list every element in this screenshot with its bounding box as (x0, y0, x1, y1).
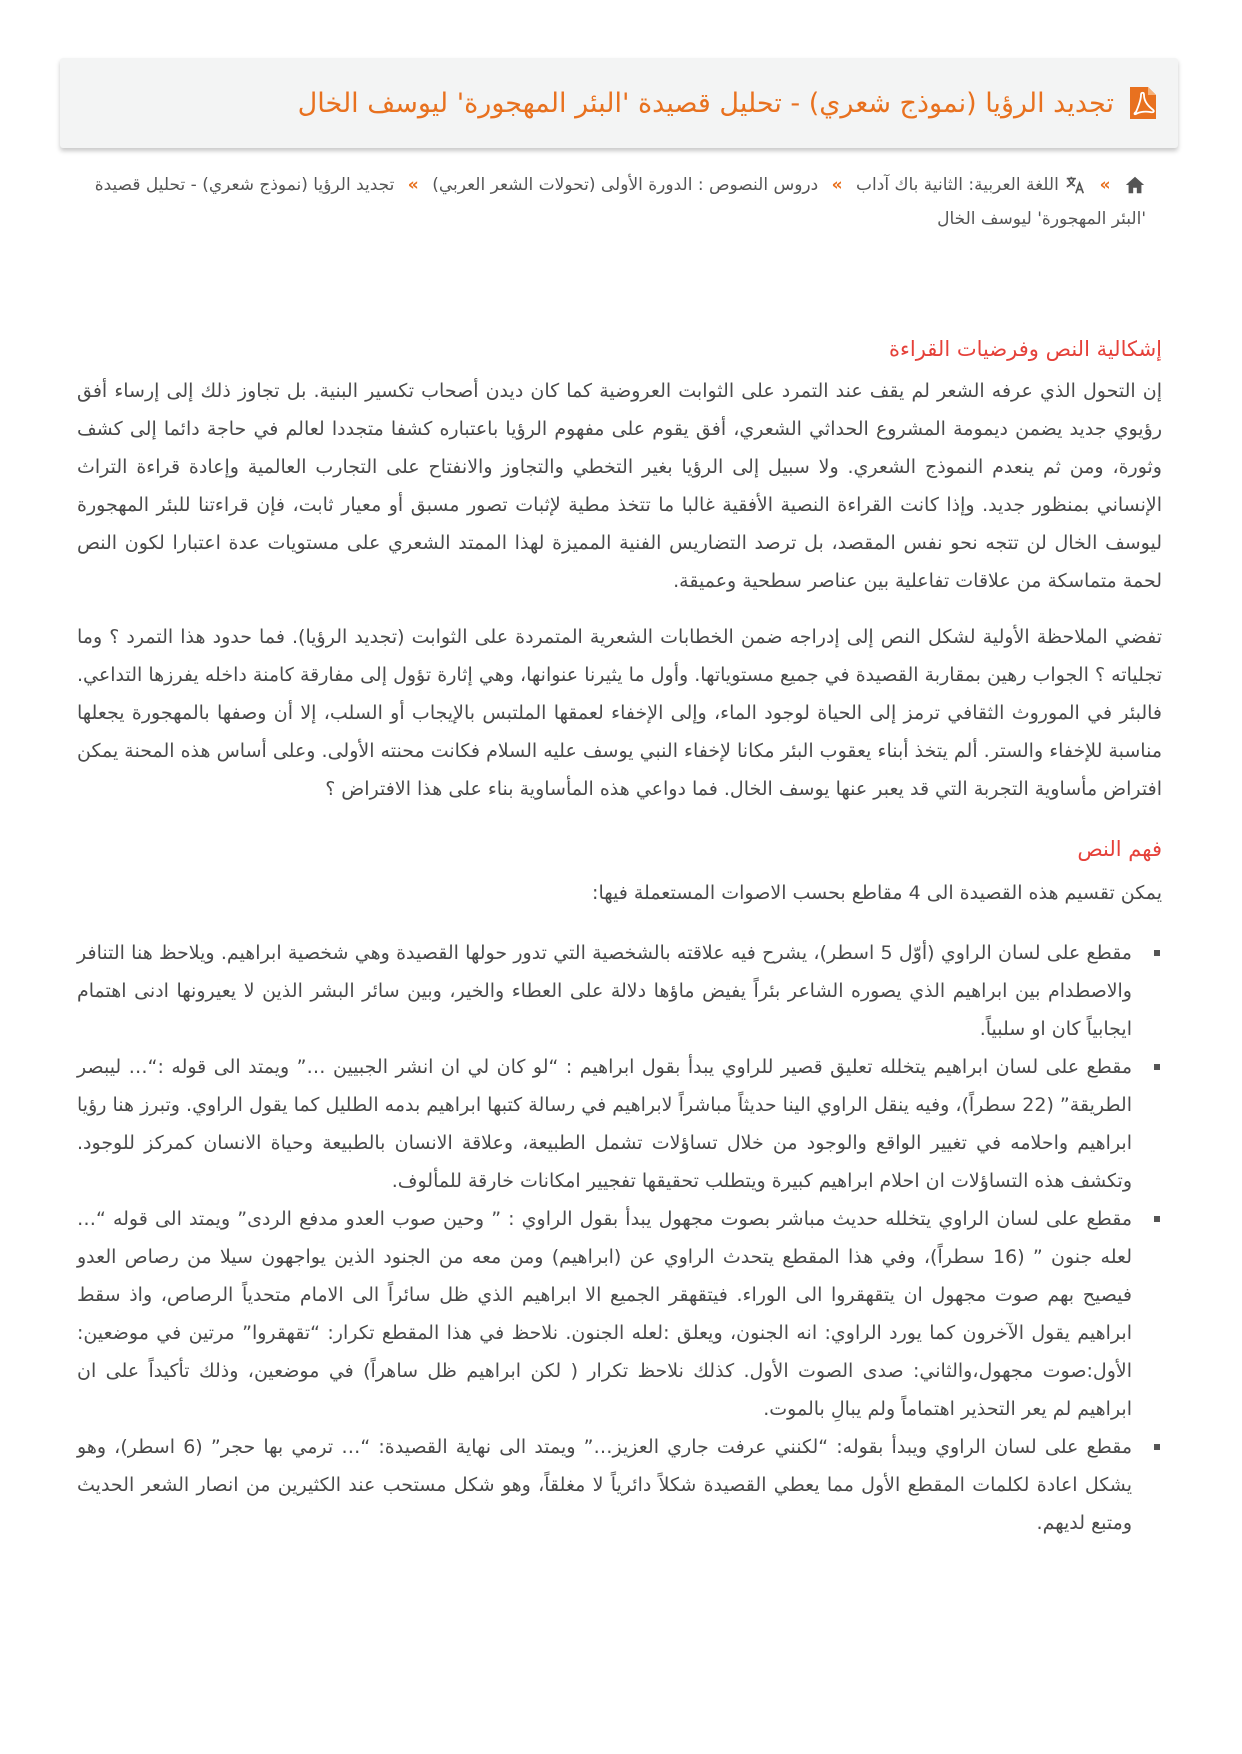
breadcrumb-separator: » (831, 175, 843, 195)
translate-icon (1064, 174, 1086, 196)
breadcrumb-link-texts-lessons[interactable]: دروس النصوص : الدورة الأولى (تحولات الشعر العربي) (432, 175, 819, 195)
paragraph: إن التحول الذي عرفه الشعر لم يقف عند التمرد على الثوابت العروضية كما كان ديدن أصحاب تكسير البنية. بل تجاوز ذلك إلى إرساء أفق رؤيوي جديد يضمن ديمومة المشروع الحداثي الشعري، أفق يقوم على مفهوم الرؤيا باعتباره كشفا متجددا لعالم في حاجة دائما إلى كشف وثورة، ومن ثم ينعدم النموذج الشعري. ولا سبيل إلى الرؤيا بغير التخطي والتجاوز والانفتاح على التجارب العالمية وإعادة قراءة التراث الإنساني بمنظور جديد. وإذا كانت القراءة النصية الأفقية غالبا ما تتخذ مطية لإثبات تصور مسبق أو معيار ثابت، فإن قراءتنا للبئر المهجورة ليوسف الخال لن تتجه نحو نفس المقصد، بل ترصد التضاريس الفنية المميزة لهذا الممتد الشعري على مستويات عدة اعتبارا لكون النص لحمة متماسكة من علاقات تفاعلية بين عناصر سطحية وعميقة. (77, 380, 1162, 592)
breadcrumb-separator: » (1099, 175, 1111, 195)
segments-list (77, 934, 1162, 1542)
paragraph: تفضي الملاحظة الأولية لشكل النص إلى إدراجه ضمن الخطابات الشعرية المتمردة على الثوابت (تجديد الرؤيا). فما حدود هذا التمرد ؟ وما تجلياته ؟ الجواب رهين بمقاربة القصيدة في جميع مستوياتها. وأول ما يثيرنا عنوانها، وهي إثارة تؤول إلى مفارقة كامنة داخله يفرزها التداعي. فالبئر في الموروث الثقافي ترمز إلى الحياة لوجود الماء، وإلى الإخفاء لعمقها الملتبس بالإيجاب أو السلب، إلا أن وصفها بالمهجورة يجعلها مناسبة للإخفاء والستر. ألم يتخذ أبناء يعقوب البئر مكانا لإخفاء النبي يوسف عليه السلام فكانت محنته الأولى. وعلى أساس هذه المحنة يمكن افتراض مأساوية التجربة التي قد يعبر عنها يوسف الخال. فما دواعي هذه المأساوية بناء على هذا الافتراض ؟ (77, 626, 1162, 800)
home-icon[interactable] (1124, 174, 1146, 196)
paragraph-intro: يمكن تقسيم هذه القصيدة الى 4 مقاطع بحسب الاصوات المستعملة فيها: (592, 882, 1162, 904)
section-heading-understanding: فهم النص (1077, 837, 1162, 861)
list-item: مقطع على لسان الراوي (أوّل 5 اسطر)، يشرح فيه علاقته بالشخصية التي تدور حولها القصيدة وهي شخصية ابراهيم. ويلاحظ هنا التنافر والاصطدام بين ابراهيم الذي يصوره الشاعر بئراً يفيض ماؤها دلالة على العطاء والخير، وبين سائر البشر الذين لا يعيرونها ادنى اهتمام ايجابياً كان او سلبياً. (77, 934, 1132, 1048)
title-bar (60, 58, 1178, 148)
breadcrumb-separator: » (407, 175, 419, 195)
pdf-icon[interactable] (1128, 85, 1158, 121)
article-content (77, 330, 1162, 1542)
section-heading-problem: إشكالية النص وفرضيات القراءة (889, 337, 1162, 361)
breadcrumb (86, 168, 1146, 236)
list-item: مقطع على لسان الراوي يتخلله حديث مباشر بصوت مجهول يبدأ بقول الراوي : ” وحين صوب العدو مدفع الردى” ويمتد الى قوله “… لعله جنون ” (16 سطراً)، وفي هذا المقطع يتحدث الراوي عن (ابراهيم) ومن معه من الجنود الذين يواجهون سيلا من رصاص العدو فيصيح بهم صوت مجهول ان يتقهقروا الى الوراء. فيتقهقر الجميع الا ابراهيم الذي ظل سائراً الى الامام متحدياً الرصاص، واذ سقط ابراهيم يقول الآخرون كما يورد الراوي: انه الجنون، ويعلق :لعله الجنون. نلاحظ في هذا المقطع تكرار: “تقهقروا” مرتين في موضعين: الأول:صوت مجهول،والثاني: صدى الصوت الأول. كذلك نلاحظ تكرار ( لكن ابراهيم ظل ساهراً) في موضعين، وذلك تأكيداً على ان ابراهيم لم يعر التحذير اهتماماً ولم يبالِ بالموت. (77, 1200, 1132, 1428)
page-title: تجديد الرؤيا (نموذج شعري) - تحليل قصيدة 'البئر المهجورة' ليوسف الخال (297, 87, 1114, 119)
list-item: مقطع على لسان ابراهيم يتخلله تعليق قصير للراوي يبدأ بقول ابراهيم : “لو كان لي ان انشر الجبيين …” ويمتد الى قوله :“… ليبصر الطريقة” (22 سطراً)، وفيه ينقل الراوي الينا حديثاً مباشراً لابراهيم في رسالة كتبها ابراهيم بدمه الطليل كما يقول الراوي. وتبرز هنا رؤيا ابراهيم واحلامه في تغيير الواقع والوجود من خلال تساؤلات تشمل الطبيعة، وعلاقة الانسان بالطبيعة وحياة الانسان كمركز للوجود. وتكشف هذه التساؤلات ان احلام ابراهيم كبيرة ويتطلب تحقيقها تفجيير امكانات خارقة للمألوف. (77, 1048, 1132, 1200)
breadcrumb-link-arabic-2bac[interactable]: اللغة العربية: الثانية باك آداب (856, 175, 1059, 195)
breadcrumb-current: تجديد الرؤيا (نموذج شعري) - تحليل قصيدة 'البئر المهجورة' ليوسف الخال (94, 175, 1146, 229)
list-item: مقطع على لسان الراوي ويبدأ بقوله: “لكنني عرفت جاري العزيز…” ويمتد الى نهاية القصيدة: “… ترمي بها حجر” (6 اسطر)، وهو يشكل اعادة لكلمات المقطع الأول مما يعطي القصيدة شكلاً دائرياً لا مغلقاً، وهو شكل مستحب عند الكثيرين من انصار الشعر الحديث ومتبع لديهم. (77, 1428, 1132, 1542)
